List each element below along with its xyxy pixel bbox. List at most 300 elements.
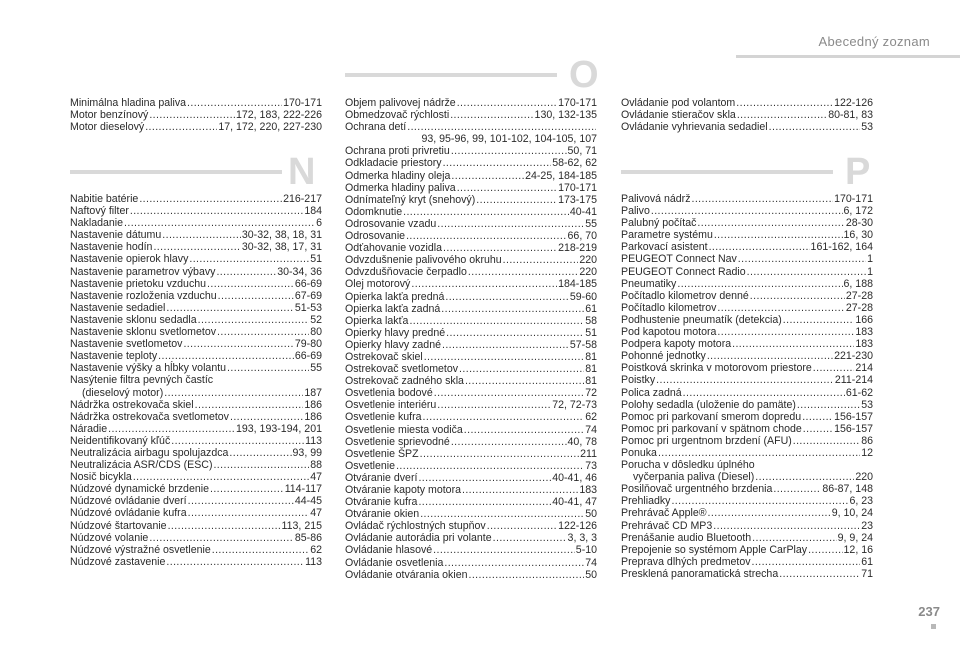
- index-entry: [345, 327, 597, 339]
- entry-pages: 27-28: [845, 289, 873, 302]
- index-entry: [70, 109, 322, 121]
- entry-label: Parkovací asistent: [621, 241, 708, 254]
- entry-label: PEUGEOT Connect Nav: [621, 253, 737, 266]
- leader-dots: [451, 436, 567, 448]
- entry-pages: 30-32, 38, 17, 31: [241, 241, 322, 254]
- section-head-o: [345, 54, 599, 96]
- leader-dots: [187, 97, 282, 109]
- entry-label: Nastavenie prietoku vzduchu: [70, 277, 207, 290]
- entry-pages: 86: [861, 434, 873, 447]
- index-entry: [345, 387, 597, 399]
- index-entry: [70, 314, 322, 326]
- entry-label: Nastavenie dátumu: [70, 229, 162, 242]
- entry-label: Odnímateľný kryt (snehový): [345, 193, 476, 206]
- section-m-list: [70, 97, 322, 133]
- entry-pages: 183: [855, 326, 873, 339]
- entry-label: Pomoc pri urgentnom brzdení (AFU): [621, 434, 792, 447]
- entry-pages: 30-34, 36: [277, 265, 322, 278]
- leader-dots: [406, 230, 566, 242]
- index-entry: [621, 544, 873, 556]
- leader-dots: [442, 339, 569, 351]
- entry-label: Palubný počítač: [621, 217, 697, 230]
- leader-dots: [707, 350, 833, 362]
- entry-label: Opierky hlavy zadné: [345, 338, 441, 351]
- entry-pages: 85-86: [294, 531, 322, 544]
- entry-label: Palivo: [621, 205, 650, 218]
- entry-label: Nádržka ostrekovača skiel: [70, 398, 194, 411]
- entry-label: Pohonné jednotky: [621, 350, 706, 363]
- leader-dots: [714, 229, 843, 241]
- entry-pages: 62: [310, 543, 322, 556]
- entry-pages: 113: [305, 434, 322, 447]
- entry-pages: 186: [304, 398, 322, 411]
- entry-label: Nosič bicykla: [70, 471, 132, 484]
- index-entry: [621, 290, 873, 302]
- index-entry: [621, 411, 873, 423]
- index-entry: [621, 507, 873, 519]
- entry-label: Ovládanie vyhrievania sedadiel: [621, 121, 768, 134]
- entry-pages: 74: [585, 556, 597, 569]
- entry-label: Ochrana proti privretiu: [345, 145, 450, 158]
- index-entry: [345, 145, 597, 157]
- entry-pages: 113, 215: [281, 519, 322, 532]
- entry-label: Podhustenie pneumatík (detekcia): [621, 313, 782, 326]
- index-entry: [345, 242, 597, 254]
- entry-label: Osvetlenie sprievodné: [345, 435, 450, 448]
- entry-label: Preprava dlhých predmetov: [621, 555, 751, 568]
- leader-dots: [183, 338, 293, 350]
- entry-label: Núdzové ovládanie kufra: [70, 507, 187, 520]
- index-entry: [345, 569, 597, 581]
- leader-dots: [124, 217, 315, 229]
- entry-pages: 220: [579, 266, 597, 279]
- entry-pages: 6, 172: [843, 205, 873, 218]
- leader-dots: [813, 362, 855, 374]
- leader-dots: [437, 218, 584, 230]
- entry-label: Ovládanie osvetlenia: [345, 556, 444, 569]
- leader-dots: [446, 327, 584, 339]
- entry-label: Ostrekovač svetlometov: [345, 363, 459, 376]
- entry-pages: 61-62: [845, 386, 873, 399]
- entry-label: Odrosovanie vzadu: [345, 217, 437, 230]
- entry-pages: 80-81, 83: [828, 109, 873, 122]
- entry-label: Osvetlenie: [345, 459, 396, 472]
- leader-dots: [773, 483, 821, 495]
- entry-label: Prehliadky: [621, 495, 671, 508]
- index-entry: [345, 206, 597, 218]
- entry-pages: 187: [304, 386, 322, 399]
- index-entry: [345, 399, 597, 411]
- entry-label: Pomoc pri parkovaní smerom dopredu: [621, 410, 802, 423]
- entry-pages: 51: [310, 253, 322, 266]
- entry-pages: 183: [579, 484, 597, 496]
- index-entry: [621, 447, 873, 459]
- section-o-continued-list: [621, 97, 873, 133]
- entry-label: Núdzové zastavenie: [70, 555, 166, 568]
- leader-dots: [418, 472, 551, 484]
- leader-dots: [188, 495, 294, 507]
- leader-dots: [443, 157, 552, 169]
- section-head-n: [70, 151, 322, 193]
- entry-label: Ostrekovač skiel: [345, 350, 423, 363]
- entry-label: Polica zadná: [621, 386, 682, 399]
- entry-label: Obmedzovač rýchlosti: [345, 109, 450, 122]
- entry-pages: 23: [861, 519, 873, 532]
- leader-dots: [755, 471, 854, 483]
- entry-label: Prehrávač Apple®: [621, 507, 707, 520]
- entry-pages: 72: [585, 387, 597, 400]
- entry-pages: 161-162, 164: [810, 241, 873, 254]
- index-entry: [345, 315, 597, 327]
- leader-dots: [420, 508, 584, 520]
- section-n-list: [70, 193, 322, 568]
- leader-dots: [671, 495, 848, 507]
- leader-dots: [433, 544, 575, 556]
- index-entry: [345, 472, 597, 484]
- entry-pages: 50: [585, 508, 597, 521]
- entry-label: Osvetlenie kufra: [345, 411, 422, 424]
- index-entry: [345, 121, 597, 133]
- index-entry: [345, 508, 597, 520]
- entry-label: Odmerka hladiny oleja: [345, 169, 451, 182]
- leader-dots: [465, 375, 584, 387]
- entry-label: Parametre systému: [621, 229, 713, 242]
- index-entry: [345, 424, 597, 436]
- entry-pages: 27-28: [845, 301, 873, 314]
- leader-dots: [230, 411, 303, 423]
- entry-label: Ovládanie hlasové: [345, 544, 433, 557]
- entry-pages: 3, 3, 3: [567, 532, 597, 545]
- index-entry: [70, 217, 322, 229]
- leader-dots: [166, 302, 293, 314]
- entry-pages: 172, 183, 222-226: [235, 109, 322, 122]
- index-entry: [345, 254, 597, 266]
- entry-pages: 9, 9, 24: [837, 531, 873, 544]
- leader-dots: [420, 448, 580, 460]
- index-entry: [70, 544, 322, 556]
- entry-pages: 170-171: [558, 97, 597, 109]
- leader-dots: [207, 278, 294, 290]
- entry-label: Podpera kapoty motora: [621, 338, 732, 351]
- entry-label: Počítadlo kilometrov: [621, 301, 717, 314]
- entry-label: Otváranie dverí: [345, 471, 418, 484]
- index-entry: [345, 339, 597, 351]
- entry-pages: 184-185: [558, 278, 597, 291]
- entry-pages: 5-10: [575, 544, 597, 557]
- header-rule: [736, 55, 960, 58]
- entry-label: Ponuka: [621, 446, 657, 459]
- entry-label: Pod kapotou motora: [621, 326, 717, 339]
- index-entry: [70, 399, 322, 411]
- entry-pages: 40-41: [569, 205, 597, 218]
- entry-label: Nakladanie: [70, 217, 124, 230]
- leader-dots: [797, 399, 860, 411]
- entry-label: Naftový filter: [70, 205, 129, 218]
- section-letter-o: O: [569, 54, 599, 96]
- leader-dots: [459, 363, 584, 375]
- leader-dots: [457, 97, 557, 109]
- entry-pages: 1: [867, 265, 873, 278]
- index-entry: [345, 544, 597, 556]
- entry-pages: 86-87, 148: [822, 483, 873, 496]
- entry-pages: 40-41, 47: [552, 496, 597, 509]
- index-entry: [70, 229, 322, 241]
- leader-dots: [779, 568, 860, 580]
- index-entry: [345, 194, 597, 206]
- entry-label: Nastavenie sedadiel: [70, 301, 166, 314]
- entry-label: Ovládanie otvárania okien: [345, 568, 468, 581]
- entry-label: Neutralizácia ASR/CDS (ESC): [70, 459, 213, 472]
- entry-pages: 44-45: [294, 495, 322, 508]
- entry-pages: 81: [585, 375, 597, 388]
- entry-label: Ostrekovač zadného skla: [345, 375, 464, 388]
- entry-label: Motor dieselový: [70, 121, 145, 134]
- index-entry: [345, 520, 597, 532]
- entry-pages: 214: [855, 362, 873, 375]
- entry-pages: 55: [310, 362, 322, 375]
- leader-dots: [411, 278, 557, 290]
- entry-label: Objem palivovej nádrže: [345, 97, 456, 109]
- index-entry: [345, 97, 597, 109]
- entry-label: Nádržka ostrekovača svetlometov: [70, 410, 229, 423]
- index-entry: [621, 495, 873, 507]
- index-entry: [70, 374, 322, 386]
- index-entry: [70, 266, 322, 278]
- entry-label: Nastavenie výšky a hĺbky volantu: [70, 362, 227, 375]
- index-entry: [621, 266, 873, 278]
- entry-pages: 47: [310, 507, 322, 520]
- section-letter-n: N: [288, 151, 316, 193]
- index-header-title: Abecedný zoznam: [818, 34, 930, 49]
- leader-dots: [108, 423, 235, 435]
- entry-label: Nastavenie sklonu sedadla: [70, 313, 197, 326]
- leader-dots: [162, 229, 241, 241]
- index-entry: [621, 399, 873, 411]
- index-entry: [345, 375, 597, 387]
- index-entry: [70, 241, 322, 253]
- index-entry: [345, 484, 597, 496]
- leader-dots: [210, 483, 284, 495]
- section-letter-p: P: [845, 151, 871, 193]
- entry-pages: 47: [310, 471, 322, 484]
- leader-dots: [441, 303, 584, 315]
- leader-dots: [418, 496, 551, 508]
- entry-label: Opierka lakťa zadná: [345, 302, 441, 315]
- entry-label: Ovládanie pod volantom: [621, 97, 736, 109]
- index-entry: [70, 459, 322, 471]
- leader-dots: [212, 544, 309, 556]
- leader-dots: [737, 109, 827, 121]
- index-entry: [70, 532, 322, 544]
- entry-pages: 113: [305, 555, 322, 568]
- entry-label: Porucha v dôsledku úplného: [621, 459, 755, 472]
- entry-pages: 114-117: [284, 483, 322, 496]
- entry-label: Odkladacie priestory: [345, 157, 442, 170]
- entry-pages: 6, 188: [843, 277, 873, 290]
- index-entry: [345, 363, 597, 375]
- leader-dots: [736, 97, 833, 109]
- index-entry: [70, 350, 322, 362]
- leader-dots: [158, 350, 294, 362]
- leader-dots: [750, 290, 845, 302]
- entry-pages: 24-25, 184-185: [525, 169, 597, 182]
- entry-pages: 170-171: [283, 97, 322, 109]
- entry-label: Nastavenie sklonu svetlometov: [70, 326, 217, 339]
- leader-dots: [164, 387, 303, 399]
- index-entry: [70, 520, 322, 532]
- entry-pages: 66-69: [294, 277, 322, 290]
- leader-dots: [130, 205, 303, 217]
- leader-dots: [188, 507, 310, 519]
- entry-pages: 66-69: [294, 350, 322, 363]
- index-entry: [70, 495, 322, 507]
- entry-label: Polohy sedadla (uloženie do pamäte): [621, 398, 796, 411]
- entry-pages: 61: [585, 302, 597, 315]
- entry-label: Osvetlenia bodové: [345, 387, 433, 400]
- entry-label: vyčerpania paliva (Diesel): [633, 471, 755, 484]
- entry-pages: 221-230: [834, 350, 873, 363]
- index-entry: [345, 157, 597, 169]
- entry-pages: 1: [867, 253, 873, 266]
- entry-pages: 122-126: [834, 97, 873, 109]
- entry-label: Otváranie kapoty motora: [345, 484, 461, 496]
- entry-pages: 12, 16: [843, 543, 873, 556]
- leader-dots: [717, 302, 845, 314]
- leader-dots: [793, 435, 860, 447]
- entry-pages: 67-69: [294, 289, 322, 302]
- entry-label: Núdzové štartovanie: [70, 519, 167, 532]
- entry-pages: 30-32, 38, 18, 31: [241, 229, 322, 242]
- index-entry: [345, 496, 597, 508]
- leader-dots: [171, 435, 304, 447]
- index-entry: [345, 436, 597, 448]
- index-entry: [621, 217, 873, 229]
- entry-pages: 50, 71: [567, 145, 597, 158]
- leader-dots: [476, 194, 557, 206]
- leader-dots: [437, 399, 551, 411]
- index-entry: [621, 362, 873, 374]
- index-entry: [621, 387, 873, 399]
- section-bar: [70, 170, 282, 174]
- leader-dots: [493, 532, 567, 544]
- index-entry: [70, 411, 322, 423]
- index-entry: [70, 193, 322, 205]
- index-entry: [70, 278, 322, 290]
- index-entry: [621, 278, 873, 290]
- index-entry: [621, 568, 873, 580]
- index-entry: [345, 218, 597, 230]
- leader-dots: [692, 193, 834, 205]
- leader-dots: [803, 423, 833, 435]
- entry-label: Núdzové ovládanie dverí: [70, 495, 187, 508]
- entry-label: Otváranie okien: [345, 508, 420, 521]
- entry-pages: 58-62, 62: [552, 157, 597, 170]
- entry-label: Odvzdušňovacie čerpadlo: [345, 266, 467, 279]
- entry-pages: 55: [585, 217, 597, 230]
- leader-dots: [145, 121, 217, 133]
- index-entry: [345, 170, 597, 182]
- entry-label: Osvetlenie interiéru: [345, 399, 437, 412]
- entry-pages-continued: 93, 95-96, 99, 101-102, 104-105, 107: [421, 133, 597, 146]
- leader-dots: [651, 205, 843, 217]
- entry-pages: 170-171: [834, 193, 873, 205]
- index-entry: [345, 303, 597, 315]
- entry-pages: 16, 30: [843, 229, 873, 242]
- index-entry: [70, 507, 322, 519]
- index-entry: [70, 97, 322, 109]
- leader-dots: [656, 374, 834, 386]
- entry-label: Nastavenie teploty: [70, 350, 158, 363]
- entry-pages: 184: [304, 205, 322, 218]
- entry-pages: 57-58: [569, 338, 597, 351]
- leader-dots: [229, 447, 291, 459]
- entry-label: Odťahovanie vozidla: [345, 242, 443, 255]
- index-entry: [621, 109, 873, 121]
- index-entry: [70, 483, 322, 495]
- index-entry: [345, 109, 597, 121]
- leader-dots: [444, 557, 584, 569]
- index-entry: [70, 121, 322, 133]
- entry-label: Núdzové dynamické brzdenie: [70, 483, 209, 496]
- entry-label: Neidentifikovaný kľúč: [70, 434, 171, 447]
- entry-label: Prehrávač CD MP3: [621, 519, 713, 532]
- index-entry: [345, 532, 597, 544]
- index-entry: [345, 448, 597, 460]
- index-entry: [70, 556, 322, 568]
- index-entry: [621, 350, 873, 362]
- leader-dots: [153, 241, 240, 253]
- entry-pages: 66, 70: [567, 230, 597, 243]
- leader-dots: [677, 278, 842, 290]
- index-entry: [621, 423, 873, 435]
- index-entry: [70, 447, 322, 459]
- leader-dots: [396, 460, 584, 472]
- leader-dots: [738, 253, 866, 265]
- index-entry: [621, 483, 873, 495]
- leader-dots: [713, 520, 860, 532]
- index-entry: [70, 435, 322, 447]
- leader-dots: [450, 109, 533, 121]
- entry-label: Náradie: [70, 422, 108, 435]
- entry-pages: 53: [861, 398, 873, 411]
- entry-label: Minimálna hladina paliva: [70, 97, 187, 109]
- index-entry: [345, 351, 597, 363]
- entry-label: Odmerka hladiny paliva: [345, 181, 456, 194]
- entry-label: Ovládač rýchlostných stupňov: [345, 520, 486, 533]
- index-entry: [621, 205, 873, 217]
- entry-pages: 71: [861, 567, 873, 580]
- leader-dots: [213, 459, 309, 471]
- index-entry: [70, 302, 322, 314]
- index-entry: [621, 338, 873, 350]
- index-entry: [70, 205, 322, 217]
- leader-dots: [709, 241, 810, 253]
- entry-label: Opierka lakťa predná: [345, 290, 445, 303]
- entry-pages: 130, 132-135: [534, 109, 597, 122]
- index-entry: [70, 253, 322, 265]
- entry-pages: 59-60: [569, 290, 597, 303]
- entry-pages: 40, 78: [567, 435, 597, 448]
- leader-dots: [149, 532, 294, 544]
- entry-pages: 62: [585, 411, 597, 424]
- index-entry: [621, 471, 873, 483]
- index-entry: [621, 556, 873, 568]
- leader-dots: [424, 351, 584, 363]
- leader-dots: [198, 314, 310, 326]
- index-entry: [70, 338, 322, 350]
- entry-pages: 53: [861, 121, 873, 134]
- entry-pages: 58: [585, 314, 597, 327]
